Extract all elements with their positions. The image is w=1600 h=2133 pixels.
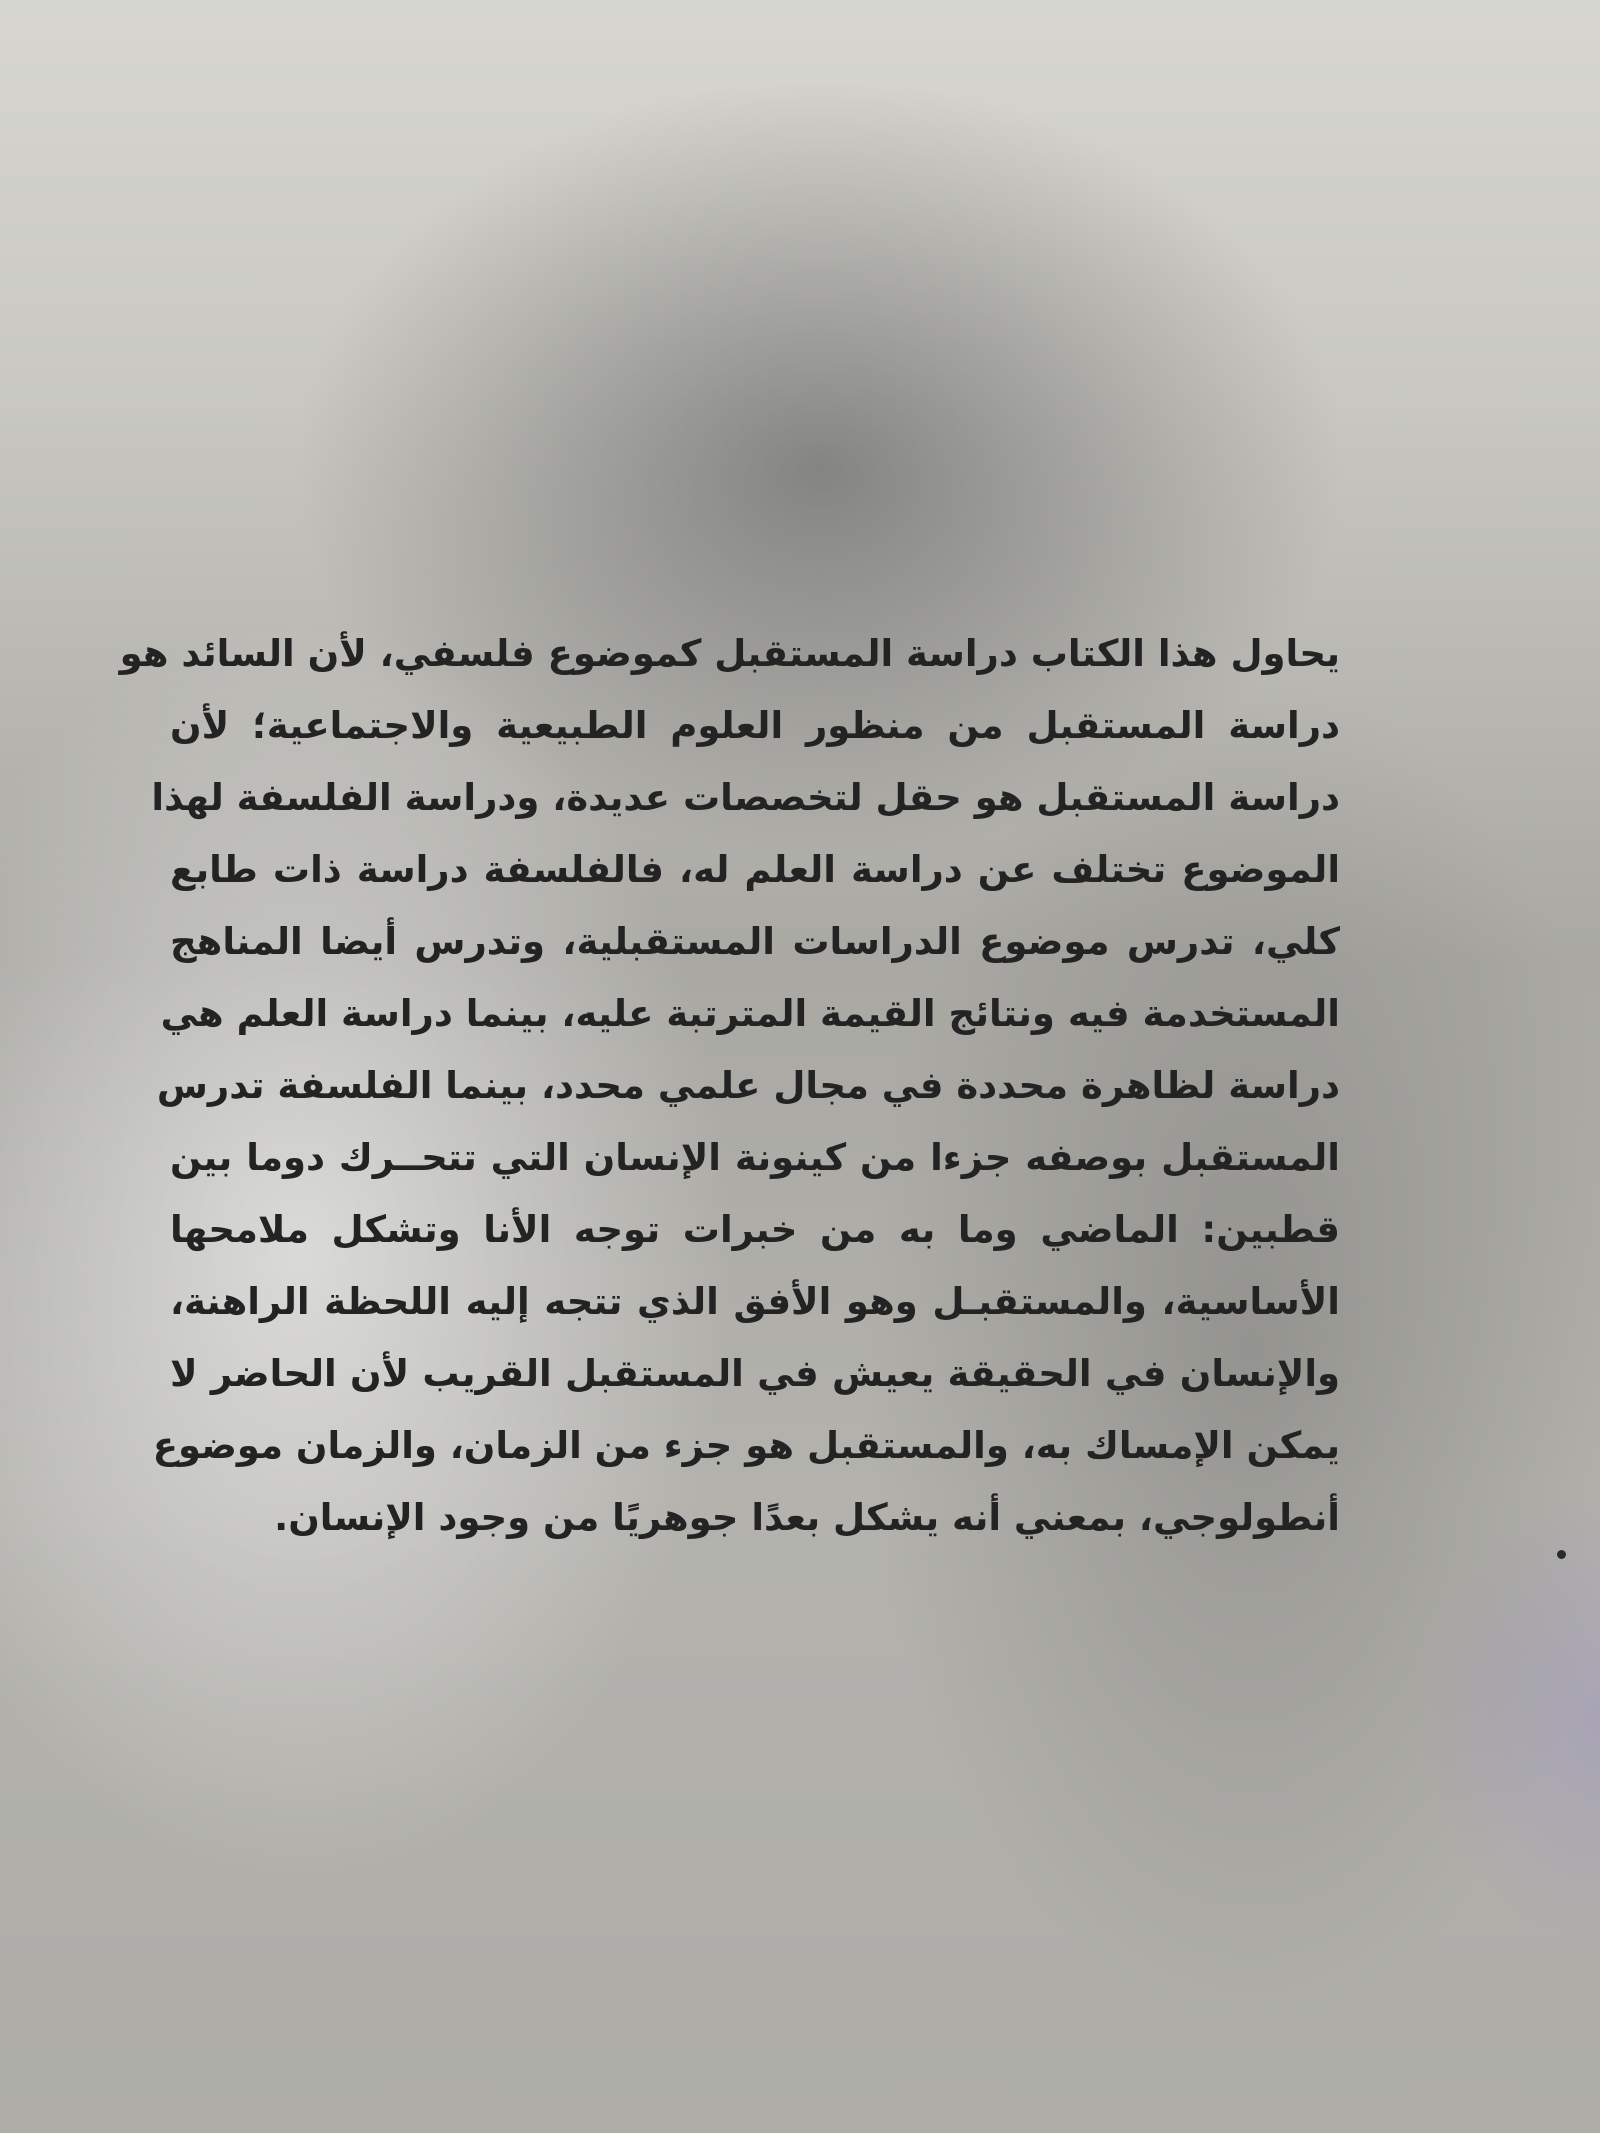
- text-line-6: المستخدمة فيه ونتائج القيمة المترتبة عليه، بينما دراسة العلم هي: [160, 992, 1340, 1035]
- text-line-3: دراسة المستقبل هو حقل لتخصصات عديدة، ودراسة الفلسفة لهذا: [151, 776, 1340, 819]
- text-line-12: يمكن الإمساك به، والمستقبل هو جزء من الزمان، والزمان موضوع: [152, 1424, 1340, 1467]
- text-line-5: كلي، تدرس موضوع الدراسات المستقبلية، وتدرس أيضا المناهج: [170, 920, 1340, 963]
- ink-dot: [1557, 1550, 1566, 1559]
- text-line-13: أنطولوجي، بمعني أنه يشكل بعدًا جوهريًا من وجود الإنسان.: [274, 1496, 1340, 1539]
- text-line-7: دراسة لظاهرة محددة في مجال علمي محدد، بينما الفلسفة تدرس: [156, 1064, 1340, 1107]
- text-line-11: والإنسان في الحقيقة يعيش في المستقبل القريب لأن الحاضر لا: [170, 1352, 1340, 1395]
- text-line-2: دراسة المستقبل من منظور العلوم الطبيعية والاجتماعية؛ لأن: [170, 704, 1340, 747]
- body-paragraph: [119, 618, 1340, 1554]
- text-line-4: الموضوع تختلف عن دراسة العلم له، فالفلسفة دراسة ذات طابع: [170, 848, 1340, 891]
- text-line-8: المستقبل بوصفه جزءا من كينونة الإنسان التي تتحــرك دوما بين: [170, 1136, 1340, 1179]
- text-line-9: قطبين: الماضي وما به من خبرات توجه الأنا وتشكل ملامحها: [170, 1208, 1340, 1251]
- text-line-10: الأساسية، والمستقبـل وهو الأفق الذي تتجه إليه اللحظة الراهنة،: [170, 1280, 1340, 1323]
- text-line-1: يحاول هذا الكتاب دراسة المستقبل كموضوع فلسفي، لأن السائد هو: [119, 632, 1340, 675]
